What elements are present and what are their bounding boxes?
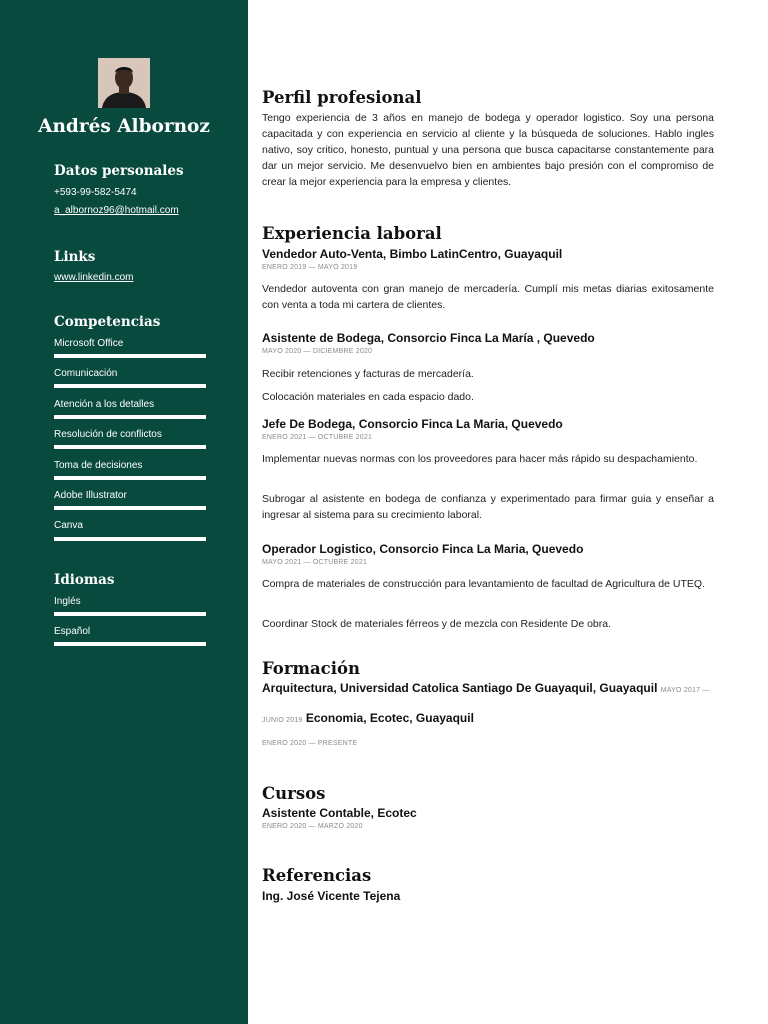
references-heading: Referencias xyxy=(262,866,372,885)
profile-summary: Tengo experiencia de 3 años en manejo de bodega y operador logistico. Soy una persona capacitada y con experiencia en servicio al cliente y la búsqueda de soluciones. Hablo ingles nativo, soy critico, honesto, puntual y una persona que busca capacitarse constantemente para dar un mejor servicio. Me desenvuelvo bien en ambientes bajo presión con el compromiso de crear la mejor experiencia para la empresa y clientes. xyxy=(262,112,714,188)
skill-bar xyxy=(54,506,206,510)
skill-label: Comunicación xyxy=(54,368,118,379)
course-dates: ENERO 2020 — MARZO 2020 xyxy=(262,823,363,830)
job-dates: MAYO 2020 — DICIEMBRE 2020 xyxy=(262,348,373,355)
sidebar xyxy=(0,0,248,1024)
job-title: Asistente de Bodega, Consorcio Finca La María , Quevedo xyxy=(262,331,595,345)
job-title: Vendedor Auto-Venta, Bimbo LatinCentro, Guayaquil xyxy=(262,247,563,261)
skill-bar xyxy=(54,415,206,419)
skill-label: Resolución de conflictos xyxy=(54,429,162,440)
education-dates: ENERO 2020 — PRESENTE xyxy=(262,740,358,747)
skill-bar xyxy=(54,445,206,449)
language-label: Inglés xyxy=(54,596,81,607)
language-bar xyxy=(54,642,206,646)
job-description: Vendedor autoventa con gran manejo de mercadería. Cumplí mis metas diarias exitosamente con venta a toda mi cartera de clientes. xyxy=(262,283,714,311)
job-description: Compra de materiales de construcción para levantamiento de facultad de Agricultura de UTEQ. xyxy=(262,578,705,590)
course-title: Asistente Contable, Ecotec xyxy=(262,806,417,820)
skill-label: Toma de decisiones xyxy=(54,460,143,471)
skill-bar xyxy=(54,354,206,358)
skill-bar xyxy=(54,537,206,541)
job-dates: MAYO 2021 — OCTUBRE 2021 xyxy=(262,559,368,566)
job-description: Coordinar Stock de materiales férreos y de mezcla con Residente De obra. xyxy=(262,618,612,630)
job-title: Operador Logistico, Consorcio Finca La Maria, Quevedo xyxy=(262,542,584,556)
education-title: Arquitectura, Universidad Catolica Santiago De Guayaquil, Guayaquil xyxy=(262,681,658,695)
languages-heading: Idiomas xyxy=(54,572,115,588)
reference-name: Ing. José Vicente Tejena xyxy=(262,889,401,903)
language-label: Español xyxy=(54,626,91,637)
language-bar xyxy=(54,612,206,616)
job-dates: ENERO 2019 — MAYO 2019 xyxy=(262,264,358,271)
job-description: Implementar nuevas normas con los proveedores para hacer más rápido su despachamiento. xyxy=(262,453,698,465)
person-name: Andrés Albornoz xyxy=(38,116,210,137)
personal-data-heading: Datos personales xyxy=(54,163,184,179)
education-dates: JUNIO 2019 xyxy=(262,717,303,724)
skill-label: Atención a los detalles xyxy=(54,399,155,410)
profile-heading: Perfil profesional xyxy=(262,88,422,107)
education-title: Economia, Ecotec, Guayaquil xyxy=(305,711,474,725)
education-entry xyxy=(262,681,722,695)
job-dates: ENERO 2021 — OCTUBRE 2021 xyxy=(262,434,373,441)
phone-number: +593-99-582-5474 xyxy=(54,187,137,198)
avatar xyxy=(98,58,150,108)
job-description: Colocación materiales en cada espacio dado. xyxy=(262,391,474,403)
courses-heading: Cursos xyxy=(262,784,326,803)
skill-label: Adobe Illustrator xyxy=(54,490,127,501)
job-description: Recibir retenciones y facturas de mercadería. xyxy=(262,368,474,380)
email-link[interactable]: a_albornoz96@hotmail.com xyxy=(54,205,179,216)
job-description: Subrogar al asistente en bodega de confianza y experimentado para firmar guia y enseñar a ingresar al sistema para su crecimiento laboral. xyxy=(262,493,714,521)
skill-bar xyxy=(54,476,206,480)
skill-label: Canva xyxy=(54,520,83,531)
education-heading: Formación xyxy=(262,659,360,678)
job-title: Jefe De Bodega, Consorcio Finca La Maria, Quevedo xyxy=(262,417,563,431)
skills-heading: Competencias xyxy=(54,314,161,330)
education-entry xyxy=(262,711,722,725)
skill-bar xyxy=(54,384,206,388)
skill-label: Microsoft Office xyxy=(54,338,124,349)
links-heading: Links xyxy=(54,249,96,265)
linkedin-link[interactable]: www.linkedin.com xyxy=(54,272,134,283)
education-dates: MAYO 2017 — xyxy=(660,687,710,694)
experience-heading: Experiencia laboral xyxy=(262,224,442,243)
